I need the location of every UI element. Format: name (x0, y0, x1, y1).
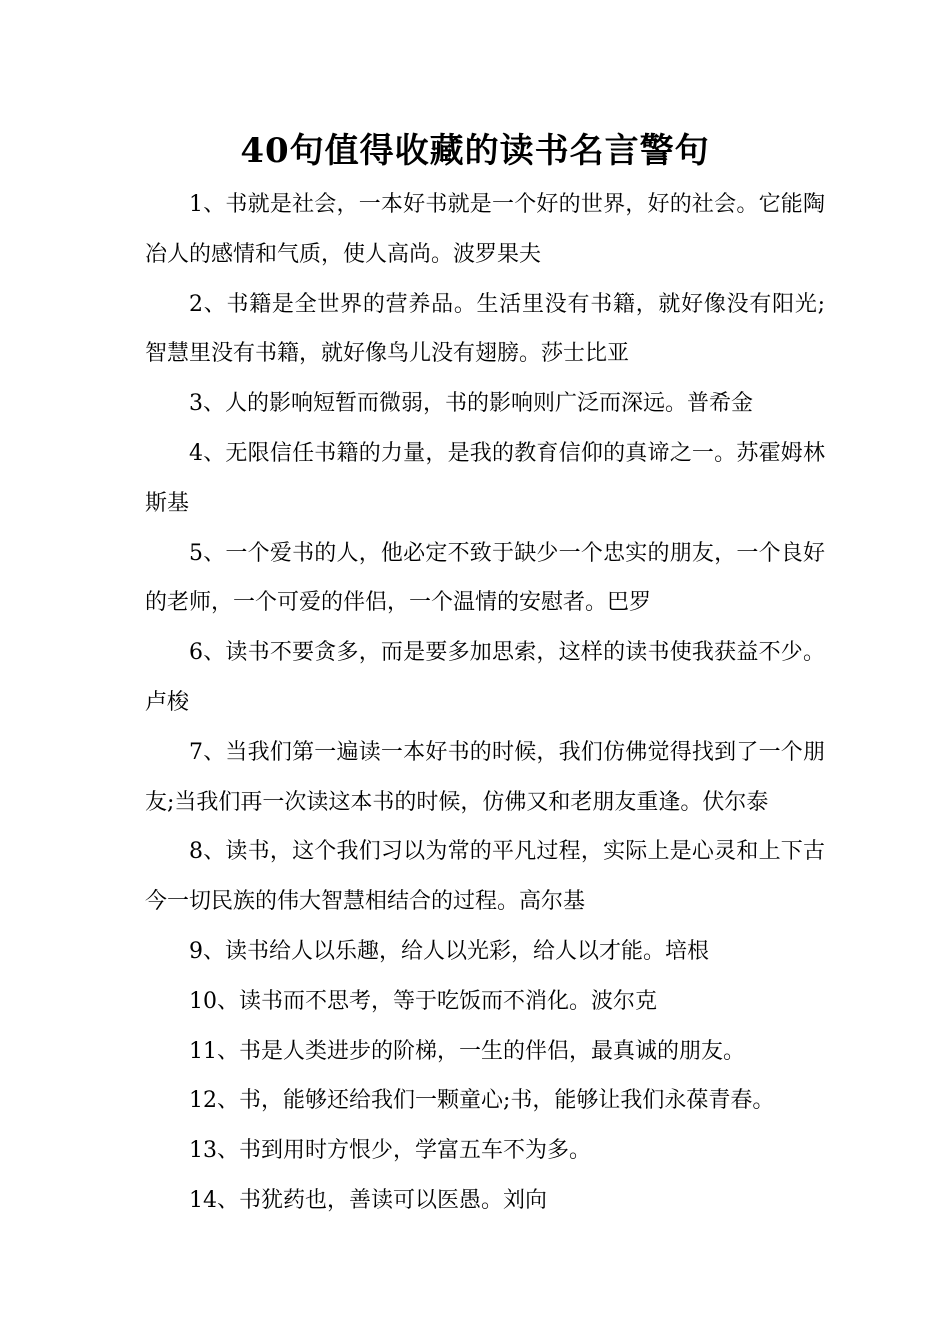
quote-paragraph-13: 13、书到用时方恨少，学富五车不为多。 (189, 1138, 591, 1164)
quote-paragraph-4: 4、无限信任书籍的力量，是我的教育信仰的真谛之一。苏霍姆林斯基 (145, 440, 825, 516)
quote-paragraph-7: 7、当我们第一遍读一本好书的时候，我们仿佛觉得找到了一个朋友;当我们再一次读这本书的时候，仿佛又和老朋友重逢。伏尔泰 (145, 739, 825, 815)
quote-paragraph-12: 12、书，能够还给我们一颗童心;书，能够让我们永葆青春。 (189, 1088, 775, 1114)
quote-paragraph-2: 2、书籍是全世界的营养品。生活里没有书籍，就好像没有阳光;智慧里没有书籍，就好像鸟儿没有翅膀。莎士比亚 (145, 291, 825, 367)
quote-paragraph-11: 11、书是人类进步的阶梯，一生的伴侣，最真诚的朋友。 (189, 1038, 745, 1064)
document-title: 40句值得收藏的读书名言警句 (240, 131, 710, 171)
quote-paragraph-5: 5、一个爱书的人，他必定不致于缺少一个忠实的朋友，一个良好的老师，一个可爱的伴侣，一个温情的安慰者。巴罗 (145, 540, 825, 616)
quote-paragraph-1: 1、书就是社会，一本好书就是一个好的世界，好的社会。它能陶冶人的感情和气质，使人高尚。波罗果夫 (145, 192, 825, 267)
quote-paragraph-6: 6、读书不要贪多，而是要多加思索，这样的读书使我获益不少。卢梭 (145, 640, 825, 715)
quote-paragraph-8: 8、读书，这个我们习以为常的平凡过程，实际上是心灵和上下古今一切民族的伟大智慧相结合的过程。高尔基 (145, 839, 825, 915)
quote-paragraph-14: 14、书犹药也，善读可以医愚。刘向 (189, 1187, 547, 1213)
quote-paragraph-9: 9、读书给人以乐趣，给人以光彩，给人以才能。培根 (189, 938, 709, 964)
quote-paragraph-3: 3、人的影响短暂而微弱，书的影响则广泛而深远。普希金 (189, 391, 753, 417)
document-body (145, 180, 825, 1226)
quote-paragraph-10: 10、读书而不思考，等于吃饭而不消化。波尔克 (189, 988, 657, 1014)
